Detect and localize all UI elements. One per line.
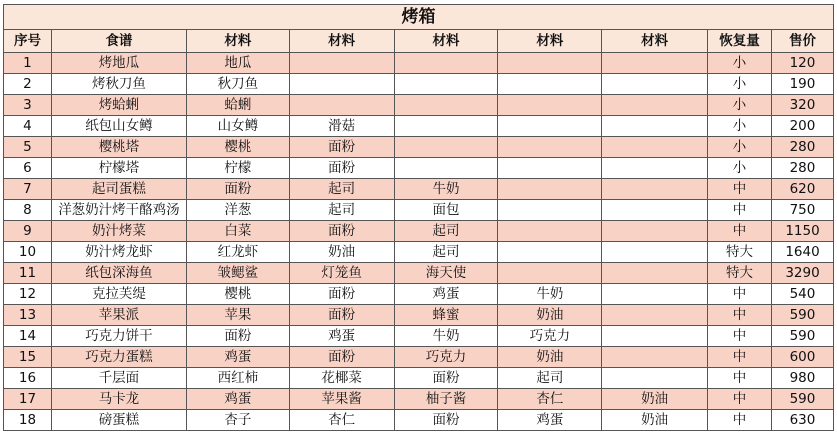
price-cell: 1640 (771, 242, 833, 263)
material-2-cell: 面粉 (289, 305, 394, 326)
material-1-cell: 地瓜 (186, 53, 289, 74)
material-4-cell (498, 200, 602, 221)
material-3-cell (394, 95, 498, 116)
material-3-cell: 面粉 (394, 368, 498, 389)
table-row (4, 158, 834, 179)
material-2-cell (289, 53, 394, 74)
row-no-cell: 6 (4, 158, 52, 179)
recipe-name-cell: 洋葱奶汁烤干酪鸡汤 (51, 200, 186, 221)
material-5-cell (602, 263, 708, 284)
recovery-cell: 小 (708, 53, 772, 74)
header-cell-material-5: 材料 (602, 30, 708, 53)
material-1-cell: 山女鳟 (186, 116, 289, 137)
material-4-cell (498, 95, 602, 116)
material-4-cell (498, 263, 602, 284)
row-no-cell: 10 (4, 242, 52, 263)
material-2-cell: 灯笼鱼 (289, 263, 394, 284)
table-row (4, 326, 834, 347)
material-4-cell: 奶油 (498, 305, 602, 326)
recipe-name-cell: 马卡龙 (51, 389, 186, 410)
recovery-cell: 中 (708, 326, 772, 347)
table-body (4, 53, 834, 431)
material-3-cell: 起司 (394, 221, 498, 242)
material-2-cell: 滑菇 (289, 116, 394, 137)
material-1-cell: 洋葱 (186, 200, 289, 221)
table-row (4, 263, 834, 284)
table-row (4, 53, 834, 74)
recovery-cell: 小 (708, 95, 772, 116)
recovery-cell: 中 (708, 305, 772, 326)
price-cell: 590 (771, 389, 833, 410)
recipe-name-cell: 奶汁烤龙虾 (51, 242, 186, 263)
material-5-cell (602, 326, 708, 347)
table-row (4, 347, 834, 368)
material-1-cell: 秋刀鱼 (186, 74, 289, 95)
row-no-cell: 18 (4, 410, 52, 431)
material-3-cell (394, 137, 498, 158)
price-cell: 590 (771, 305, 833, 326)
material-1-cell: 红龙虾 (186, 242, 289, 263)
row-no-cell: 16 (4, 368, 52, 389)
table-row (4, 221, 834, 242)
material-4-cell (498, 158, 602, 179)
material-4-cell (498, 179, 602, 200)
material-5-cell: 奶油 (602, 410, 708, 431)
table-row (4, 116, 834, 137)
row-no-cell: 12 (4, 284, 52, 305)
table-row (4, 284, 834, 305)
material-3-cell: 面包 (394, 200, 498, 221)
material-4-cell: 牛奶 (498, 284, 602, 305)
table-row (4, 389, 834, 410)
material-5-cell (602, 137, 708, 158)
material-1-cell: 苹果 (186, 305, 289, 326)
table-row (4, 368, 834, 389)
material-4-cell: 巧克力 (498, 326, 602, 347)
material-5-cell: 奶油 (602, 389, 708, 410)
material-2-cell: 杏仁 (289, 410, 394, 431)
material-4-cell (498, 74, 602, 95)
price-cell: 280 (771, 158, 833, 179)
row-no-cell: 13 (4, 305, 52, 326)
header-cell-recipe: 食谱 (51, 30, 186, 53)
material-1-cell: 鸡蛋 (186, 389, 289, 410)
material-2-cell: 面粉 (289, 137, 394, 158)
price-cell: 620 (771, 179, 833, 200)
price-cell: 200 (771, 116, 833, 137)
material-3-cell: 蜂蜜 (394, 305, 498, 326)
row-no-cell: 14 (4, 326, 52, 347)
price-cell: 980 (771, 368, 833, 389)
recipe-name-cell: 烤蛤蜊 (51, 95, 186, 116)
material-1-cell: 西红柿 (186, 368, 289, 389)
header-cell-material-2: 材料 (289, 30, 394, 53)
recovery-cell: 特大 (708, 263, 772, 284)
row-no-cell: 15 (4, 347, 52, 368)
recipe-name-cell: 烤地瓜 (51, 53, 186, 74)
material-3-cell: 起司 (394, 242, 498, 263)
sheet-title: 烤箱 (3, 4, 834, 30)
recovery-cell: 中 (708, 221, 772, 242)
header-cell-recovery: 恢复量 (708, 30, 772, 53)
price-cell: 120 (771, 53, 833, 74)
material-4-cell (498, 221, 602, 242)
material-3-cell: 牛奶 (394, 179, 498, 200)
recipe-table (3, 29, 834, 431)
price-cell: 320 (771, 95, 833, 116)
row-no-cell: 11 (4, 263, 52, 284)
material-2-cell: 面粉 (289, 347, 394, 368)
material-3-cell (394, 74, 498, 95)
material-2-cell: 花椰菜 (289, 368, 394, 389)
material-3-cell (394, 53, 498, 74)
row-no-cell: 9 (4, 221, 52, 242)
material-5-cell (602, 53, 708, 74)
row-no-cell: 17 (4, 389, 52, 410)
table-row (4, 305, 834, 326)
price-cell: 750 (771, 200, 833, 221)
recipe-name-cell: 苹果派 (51, 305, 186, 326)
material-5-cell (602, 200, 708, 221)
recovery-cell: 中 (708, 368, 772, 389)
material-3-cell: 面粉 (394, 410, 498, 431)
recovery-cell: 中 (708, 284, 772, 305)
price-cell: 3290 (771, 263, 833, 284)
material-3-cell: 巧克力 (394, 347, 498, 368)
material-1-cell: 樱桃 (186, 284, 289, 305)
row-no-cell: 7 (4, 179, 52, 200)
material-4-cell (498, 53, 602, 74)
row-no-cell: 2 (4, 74, 52, 95)
price-cell: 590 (771, 326, 833, 347)
material-4-cell (498, 242, 602, 263)
recipe-name-cell: 纸包山女鳟 (51, 116, 186, 137)
material-5-cell (602, 74, 708, 95)
material-5-cell (602, 179, 708, 200)
material-2-cell: 起司 (289, 200, 394, 221)
row-no-cell: 4 (4, 116, 52, 137)
price-cell: 1150 (771, 221, 833, 242)
material-4-cell: 奶油 (498, 347, 602, 368)
recipe-name-cell: 起司蛋糕 (51, 179, 186, 200)
material-1-cell: 白菜 (186, 221, 289, 242)
material-3-cell: 牛奶 (394, 326, 498, 347)
material-5-cell (602, 221, 708, 242)
header-cell-material-1: 材料 (186, 30, 289, 53)
header-row (4, 30, 834, 53)
material-2-cell: 面粉 (289, 158, 394, 179)
material-3-cell: 鸡蛋 (394, 284, 498, 305)
recovery-cell: 中 (708, 200, 772, 221)
recovery-cell: 中 (708, 179, 772, 200)
material-5-cell (602, 305, 708, 326)
table-row (4, 242, 834, 263)
table-row (4, 179, 834, 200)
header-cell-material-3: 材料 (394, 30, 498, 53)
material-2-cell: 鸡蛋 (289, 326, 394, 347)
material-1-cell: 鸡蛋 (186, 347, 289, 368)
material-4-cell (498, 116, 602, 137)
material-3-cell: 柚子酱 (394, 389, 498, 410)
recovery-cell: 小 (708, 116, 772, 137)
recovery-cell: 中 (708, 389, 772, 410)
material-3-cell: 海天使 (394, 263, 498, 284)
material-4-cell: 鸡蛋 (498, 410, 602, 431)
material-5-cell (602, 347, 708, 368)
recipe-name-cell: 克拉芙缇 (51, 284, 186, 305)
recipe-name-cell: 纸包深海鱼 (51, 263, 186, 284)
recipe-name-cell: 千层面 (51, 368, 186, 389)
material-1-cell: 柠檬 (186, 158, 289, 179)
recipe-name-cell: 奶汁烤菜 (51, 221, 186, 242)
row-no-cell: 8 (4, 200, 52, 221)
recipe-name-cell: 樱桃塔 (51, 137, 186, 158)
table-row (4, 137, 834, 158)
recovery-cell: 中 (708, 410, 772, 431)
material-1-cell: 杏子 (186, 410, 289, 431)
row-no-cell: 1 (4, 53, 52, 74)
material-3-cell (394, 116, 498, 137)
recovery-cell: 特大 (708, 242, 772, 263)
material-2-cell: 苹果酱 (289, 389, 394, 410)
recovery-cell: 小 (708, 158, 772, 179)
table-row (4, 95, 834, 116)
recipe-name-cell: 磅蛋糕 (51, 410, 186, 431)
price-cell: 630 (771, 410, 833, 431)
material-1-cell: 面粉 (186, 179, 289, 200)
material-5-cell (602, 95, 708, 116)
table-row (4, 200, 834, 221)
material-1-cell: 蛤蜊 (186, 95, 289, 116)
header-cell-price: 售价 (771, 30, 833, 53)
price-cell: 190 (771, 74, 833, 95)
material-1-cell: 面粉 (186, 326, 289, 347)
header-cell-material-4: 材料 (498, 30, 602, 53)
row-no-cell: 3 (4, 95, 52, 116)
recipe-sheet (3, 4, 834, 442)
material-4-cell: 杏仁 (498, 389, 602, 410)
recovery-cell: 小 (708, 74, 772, 95)
material-5-cell (602, 284, 708, 305)
material-5-cell (602, 242, 708, 263)
price-cell: 600 (771, 347, 833, 368)
material-2-cell (289, 95, 394, 116)
recipe-name-cell: 烤秋刀鱼 (51, 74, 186, 95)
price-cell: 280 (771, 137, 833, 158)
table-row (4, 74, 834, 95)
table-row (4, 410, 834, 431)
material-2-cell: 起司 (289, 179, 394, 200)
material-4-cell (498, 137, 602, 158)
header-cell-no: 序号 (4, 30, 52, 53)
material-3-cell (394, 158, 498, 179)
material-5-cell (602, 158, 708, 179)
material-4-cell: 起司 (498, 368, 602, 389)
material-2-cell (289, 74, 394, 95)
price-cell: 540 (771, 284, 833, 305)
recipe-name-cell: 柠檬塔 (51, 158, 186, 179)
material-5-cell (602, 116, 708, 137)
material-5-cell (602, 368, 708, 389)
material-2-cell: 面粉 (289, 221, 394, 242)
material-1-cell: 皱鳃鲨 (186, 263, 289, 284)
row-no-cell: 5 (4, 137, 52, 158)
recipe-name-cell: 巧克力饼干 (51, 326, 186, 347)
recipe-name-cell: 巧克力蛋糕 (51, 347, 186, 368)
material-2-cell: 奶油 (289, 242, 394, 263)
recovery-cell: 小 (708, 137, 772, 158)
recovery-cell: 中 (708, 347, 772, 368)
material-2-cell: 面粉 (289, 284, 394, 305)
material-1-cell: 樱桃 (186, 137, 289, 158)
